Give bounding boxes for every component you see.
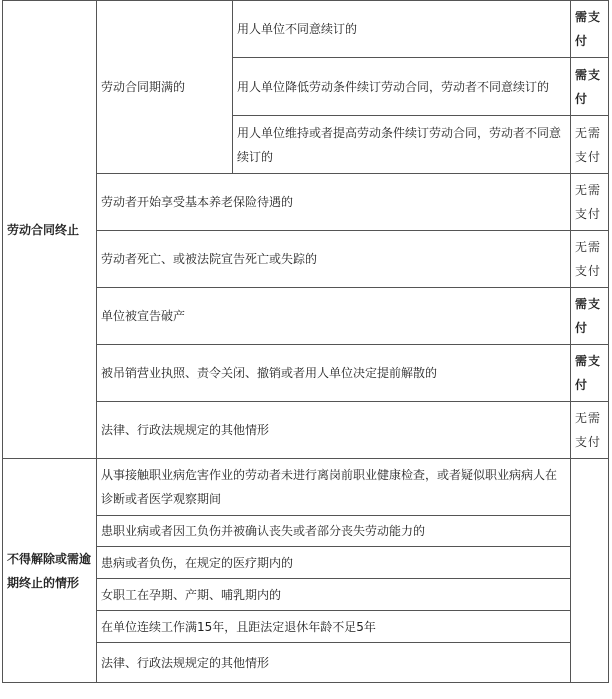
empty-payment-cell xyxy=(571,459,609,683)
payment-cell: 无需支付 xyxy=(571,402,609,459)
payment-cell: 无需支付 xyxy=(571,116,609,174)
case-cell: 用人单位不同意续订的 xyxy=(233,1,571,58)
payment-cell: 无需支付 xyxy=(571,231,609,288)
case-cell: 女职工在孕期、产期、哺乳期内的 xyxy=(97,579,571,611)
case-cell: 法律、行政法规规定的其他情形 xyxy=(97,643,571,683)
category-cell: 劳动合同终止 xyxy=(3,1,97,459)
case-cell: 劳动者死亡、或被法院宣告死亡或失踪的 xyxy=(97,231,571,288)
payment-cell: 无需支付 xyxy=(571,174,609,231)
payment-cell: 需支付 xyxy=(571,288,609,345)
case-cell: 法律、行政法规规定的其他情形 xyxy=(97,402,571,459)
payment-cell: 需支付 xyxy=(571,345,609,402)
termination-table xyxy=(2,0,609,683)
case-cell: 被吊销营业执照、责令关闭、撤销或者用人单位决定提前解散的 xyxy=(97,345,571,402)
case-cell: 劳动者开始享受基本养老保险待遇的 xyxy=(97,174,571,231)
case-cell: 用人单位降低劳动条件续订劳动合同，劳动者不同意续订的 xyxy=(233,58,571,116)
case-cell: 从事接触职业病危害作业的劳动者未进行离岗前职业健康检查，或者疑似职业病病人在诊断或者医学观察期间 xyxy=(97,459,571,516)
table-row xyxy=(3,1,609,58)
case-cell: 患病或者负伤，在规定的医疗期内的 xyxy=(97,547,571,579)
case-cell: 患职业病或者因工负伤并被确认丧失或者部分丧失劳动能力的 xyxy=(97,516,571,547)
case-cell: 用人单位维持或者提高劳动条件续订劳动合同，劳动者不同意续订的 xyxy=(233,116,571,174)
subcategory-cell: 劳动合同期满的 xyxy=(97,1,233,174)
category-cell: 不得解除或需逾期终止的情形 xyxy=(3,459,97,683)
case-cell: 单位被宣告破产 xyxy=(97,288,571,345)
payment-cell: 需支付 xyxy=(571,58,609,116)
table-row xyxy=(3,459,609,516)
case-cell: 在单位连续工作满15年，且距法定退休年龄不足5年 xyxy=(97,611,571,643)
payment-cell: 需支付 xyxy=(571,1,609,58)
